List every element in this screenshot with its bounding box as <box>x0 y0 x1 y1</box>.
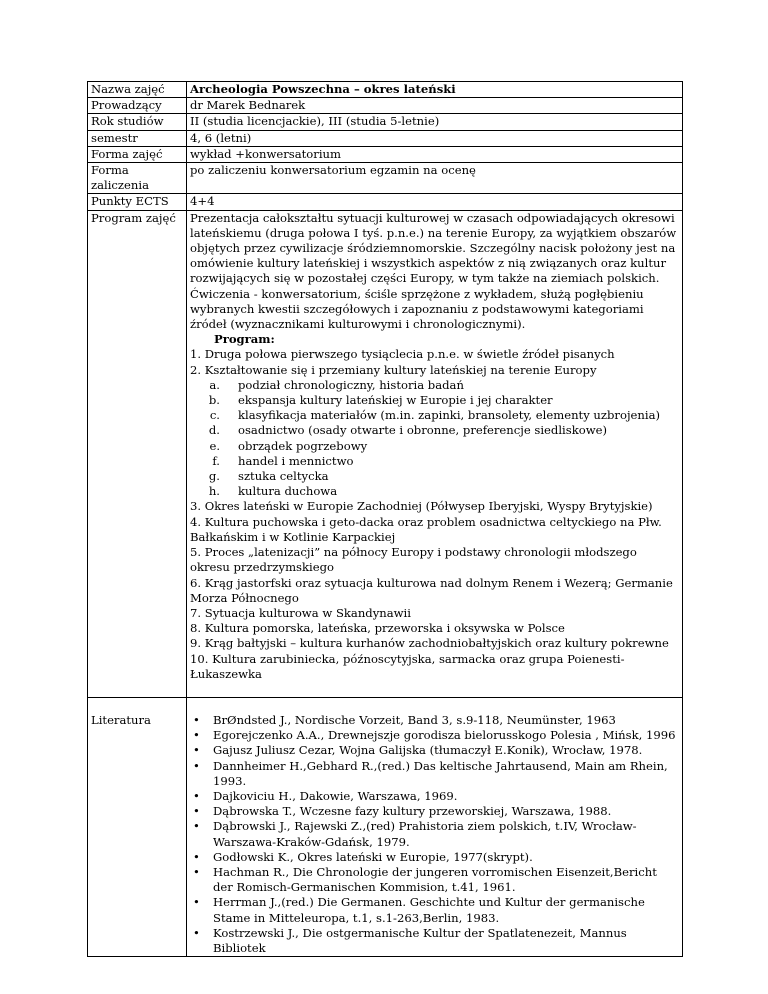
list-item <box>190 819 679 849</box>
subitem-text: osadnictwo (osady otwarte i obronne, preferencje siedliskowe) <box>238 423 608 438</box>
bullet-icon: • <box>193 849 200 864</box>
literature-item: Dąbrowska T., Wczesne fazy kultury przeworskiej, Warszawa, 1988. <box>213 804 612 819</box>
program-content <box>187 210 683 697</box>
subitem-letter: a. <box>209 377 220 392</box>
list-item <box>190 895 679 925</box>
literature-content <box>187 697 683 956</box>
literature-item: Hachman R., Die Chronologie der jungeren vorromischen Eisenzeit,Bericht der Romisch-Germanischen Kommision, t.41, 1961. <box>213 864 657 895</box>
list-item <box>190 926 679 956</box>
subitem-letter: c. <box>209 408 220 423</box>
program-item: 8. Kultura pomorska, lateńska, przeworska i oksywska w Polsce <box>190 621 565 636</box>
list-item <box>190 743 679 758</box>
row-value: dr Marek Bednarek <box>187 98 683 114</box>
bullet-icon: • <box>193 712 200 727</box>
list-item <box>190 865 679 895</box>
subitem-text: podział chronologiczny, historia badań <box>238 377 464 392</box>
program-item: 7. Sytuacja kulturowa w Skandynawii <box>190 605 411 620</box>
bullet-icon: • <box>193 788 200 803</box>
literature-item: Dajkoviciu H., Dakowie, Warszawa, 1969. <box>213 788 458 803</box>
program-subitem <box>190 439 679 454</box>
row-label: Punkty ECTS <box>88 194 187 210</box>
subitem-text: handel i mennictwo <box>238 453 354 468</box>
list-item <box>190 713 679 728</box>
course-info-table <box>87 81 683 957</box>
literature-row <box>88 697 683 956</box>
row-value: II (studia licencjackie), III (studia 5-letnie) <box>187 114 683 130</box>
row-value: wykład +konwersatorium <box>187 146 683 162</box>
program-item: 3. Okres lateński w Europie Zachodniej (Półwysep Iberyjski, Wyspy Brytyjskie) <box>190 499 653 514</box>
bullet-icon: • <box>193 925 200 940</box>
bullet-icon: • <box>193 804 200 819</box>
program-label: Program zajęć <box>88 210 187 697</box>
program-heading: Program: <box>214 332 275 347</box>
program-item: 5. Proces „latenizacji” na północy Europy i podstawy chronologii młodszego okresu przedrzymskiego <box>190 545 637 575</box>
subitem-letter: b. <box>208 393 220 408</box>
bullet-icon: • <box>193 743 200 758</box>
row-label: Nazwa zajęć <box>88 82 187 98</box>
program-subitem <box>190 408 679 423</box>
list-item <box>190 789 679 804</box>
list-item <box>190 759 679 789</box>
subitem-text: ekspansja kultury lateńskiej w Europie i jej charakter <box>238 393 553 408</box>
literature-list <box>190 713 679 956</box>
table-row <box>88 98 683 114</box>
literature-item: BrØndsted J., Nordische Vorzeit, Band 3, s.9-118, Neumünster, 1963 <box>213 712 616 727</box>
program-item: 10. Kultura zarubiniecka, późnoscytyjska, sarmacka oraz grupa Poienesti-Łukaszewka <box>190 651 625 681</box>
program-item: 9. Krąg bałtyjski – kultura kurhanów zachodniobałtyjskich oraz kultury pokrewne <box>190 636 669 651</box>
literature-item: Dannheimer H.,Gebhard R.,(red.) Das keltische Jahrtausend, Main am Rhein, 1993. <box>213 758 668 788</box>
program-item: 2. Kształtowanie się i przemiany kultury lateńskiej na terenie Europy <box>190 362 597 377</box>
row-value: 4, 6 (letni) <box>187 130 683 146</box>
program-subitem <box>190 469 679 484</box>
program-subitem <box>190 393 679 408</box>
table-row <box>88 163 683 194</box>
row-label: Prowadzący <box>88 98 187 114</box>
literature-item: Kostrzewski J., Die ostgermanische Kultur der Spatlatenezeit, Mannus Bibliotek <box>213 925 627 955</box>
subitem-text: klasyfikacja materiałów (m.in. zapinki, bransolety, elementy uzbrojenia) <box>238 408 661 423</box>
literature-item: Gajusz Juliusz Cezar, Wojna Galijska (tłumaczył E.Konik), Wrocław, 1978. <box>213 743 643 758</box>
bullet-icon: • <box>193 758 200 773</box>
course-name-value: Archeologia Powszechna – okres lateński <box>187 82 683 98</box>
literature-item: Godłowski K., Okres lateński w Europie, 1977(skrypt). <box>213 849 533 864</box>
subitem-text: sztuka celtycka <box>238 469 329 484</box>
table-row <box>88 130 683 146</box>
bullet-icon: • <box>193 895 200 910</box>
table-row <box>88 146 683 162</box>
row-value: 4+4 <box>187 194 683 210</box>
subitem-letter: d. <box>208 423 220 438</box>
subitem-letter: f. <box>212 453 220 468</box>
literature-item: Herrman J.,(red.) Die Germanen. Geschichte und Kultur der germanische Stame in Mitteleuropa, t.1, s.1-263,Berlin, 1983. <box>213 895 645 925</box>
bullet-icon: • <box>193 864 200 879</box>
table-row <box>88 82 683 98</box>
program-subitem <box>190 423 679 438</box>
program-item: 6. Krąg jastorfski oraz sytuacja kulturowa nad dolnym Renem i Wezerą; Germanie Morza Północnego <box>190 575 673 605</box>
list-item <box>190 804 679 819</box>
row-label: Rok studiów <box>88 114 187 130</box>
bullet-icon: • <box>193 819 200 834</box>
literature-label: Literatura <box>88 697 187 956</box>
subitem-letter: e. <box>209 438 220 453</box>
row-value: po zaliczeniu konwersatorium egzamin na ocenę <box>187 163 683 194</box>
table-row <box>88 194 683 210</box>
subitem-letter: h. <box>208 484 220 499</box>
literature-item: Dąbrowski J., Rajewski Z.,(red) Prahistoria ziem polskich, t.IV, Wrocław-Warszawa-Kraków-Gdańsk, 1979. <box>213 819 637 849</box>
subitem-text: kultura duchowa <box>238 484 338 499</box>
table-row <box>88 114 683 130</box>
program-description: Prezentacja całokształtu sytuacji kulturowej w czasach odpowiadających okresowi lateńskiemu (druga połowa I tyś. p.n.e.) na terenie Europy, za wyjątkiem obszarów objętych przez cywilizacje śródziemnomorskie. Szczególny nacisk położony jest na omówienie kultury lateńskiej i wszystkich aspektów z nią związanych oraz kultur rozwijających się w pozostałej części Europy, w tym także na ziemiach polskich. Ćwiczenia - konwersatorium, ściśle sprzężone z wykładem, służą pogłębieniu wybranych kwestii szczegółowych i zapoznaniu z podstawowymi kategoriami źródeł (wyznacznikami kulturowymi i chronologicznymi). <box>190 210 677 332</box>
list-item <box>190 850 679 865</box>
row-label: semestr <box>88 130 187 146</box>
subitem-text: obrządek pogrzebowy <box>238 438 368 453</box>
list-item <box>190 728 679 743</box>
program-subitem <box>190 378 679 393</box>
subitem-letter: g. <box>208 469 220 484</box>
bullet-icon: • <box>193 728 200 743</box>
program-item: 1. Druga połowa pierwszego tysiąclecia p.n.e. w świetle źródeł pisanych <box>190 347 615 362</box>
program-subitem <box>190 454 679 469</box>
literature-item: Egorejczenko A.A., Drewnejszje gorodisza bielorusskogo Polesia , Mińsk, 1996 <box>213 728 676 743</box>
row-label: Forma zajęć <box>88 146 187 162</box>
row-label: Forma zaliczenia <box>88 163 187 194</box>
program-row <box>88 210 683 697</box>
program-subitem <box>190 484 679 499</box>
program-item: 4. Kultura puchowska i geto-dacka oraz problem osadnictwa celtyckiego na Płw. Bałkańskim i w Kotlinie Karpackiej <box>190 514 662 544</box>
